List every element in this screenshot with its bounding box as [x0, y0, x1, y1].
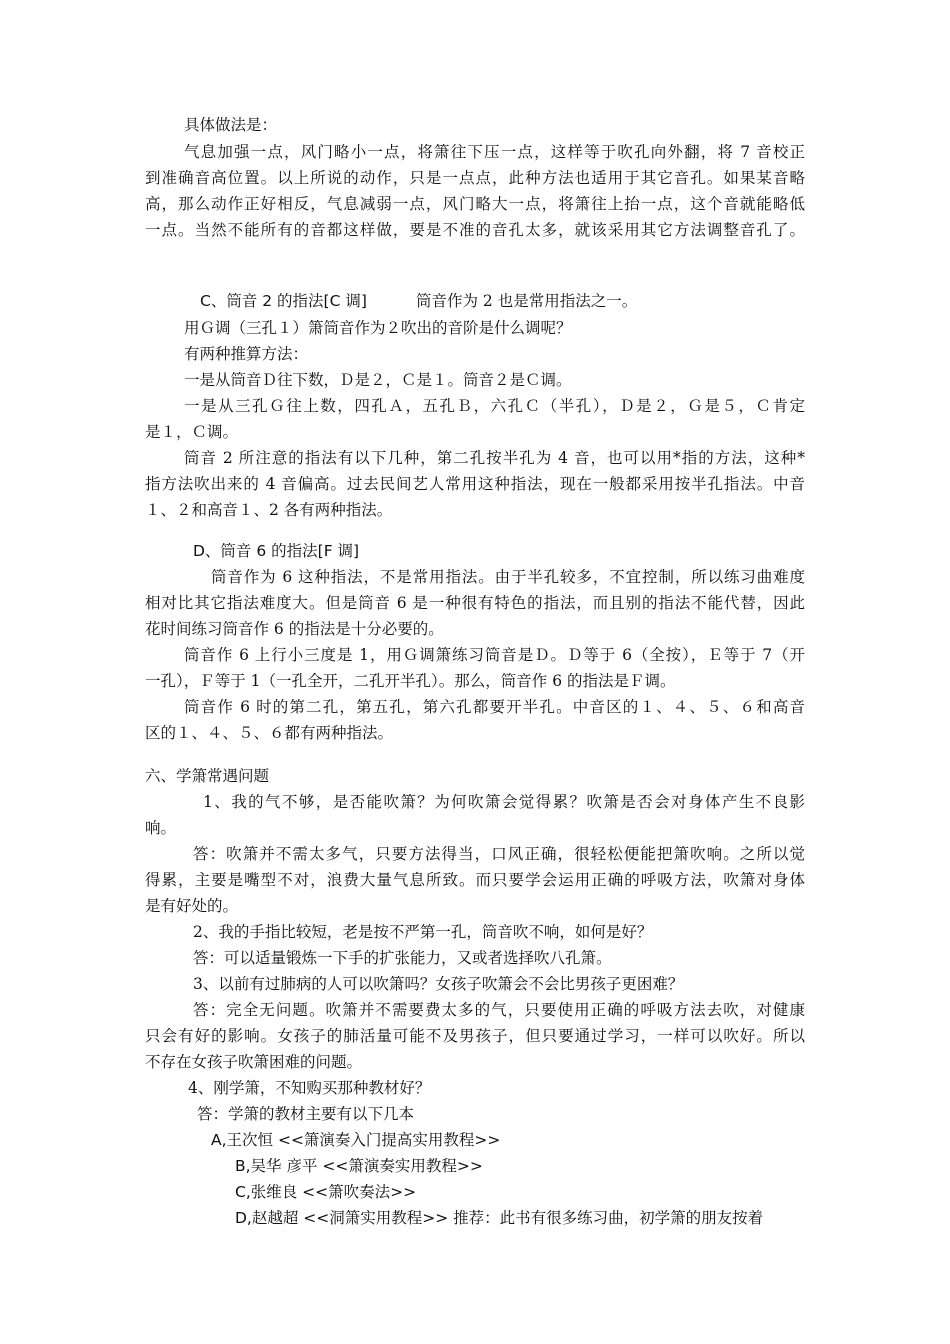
text-line: 不存在女孩子吹箫困难的问题。	[145, 1053, 363, 1071]
text-line: 筒音作为 6 这种指法，不是常用指法。由于半孔较多，不宜控制，所以练习曲难度	[211, 568, 805, 586]
text-line: 只会有好的影响。女孩子的肺活量可能不及男孩子，但只要通过学习，一样可以吹好。所以	[145, 1027, 805, 1045]
text-line: 得累，主要是嘴型不对，浪费大量气息所致。而只要学会运用正确的呼吸方法，吹箫对身体	[145, 871, 805, 889]
text-line: 一孔），Ｆ等于 1（一孔全开，二孔开半孔）。那么，筒音作 6 的指法是Ｆ调。	[145, 672, 676, 690]
section-heading-c: C、筒音 2 的指法[C 调]	[200, 292, 367, 310]
section-heading-six: 六、学箫常遇问题	[145, 767, 270, 785]
question-3: 3、以前有过肺病的人可以吹箫吗？女孩子吹箫会不会比男孩子更困难？	[193, 975, 684, 993]
text-line: 相对比其它指法难度大。但是筒音 6 是一种很有特色的指法，而且别的指法不能代替，因此	[145, 594, 805, 612]
answer-2: 答：可以适量锻炼一下手的扩张能力，又或者选择吹八孔箫。	[193, 949, 612, 967]
text-line: 筒音作为 2 也是常用指法之一。	[416, 292, 638, 310]
question-2: 2、我的手指比较短，老是按不严第一孔，筒音吹不响，如何是好？	[193, 923, 653, 941]
text-line: 是１，Ｃ调。	[145, 423, 239, 441]
answer-1: 答：吹箫并不需太多气，只要方法得当，口风正确，很轻松便能把箫吹响。之所以觉	[193, 845, 805, 863]
book-item-c: C,张维良 <<箫吹奏法>>	[235, 1183, 417, 1201]
book-item-a: A,王次恒 <<箫演奏入门提高实用教程>>	[211, 1131, 501, 1149]
answer-4: 答：学箫的教材主要有以下几本	[197, 1105, 415, 1123]
question-1: 1、我的气不够，是否能吹箫？为何吹箫会觉得累？吹箫是否会对身体产生不良影	[203, 793, 805, 811]
text-line: 花时间练习筒音作 6 的指法是十分必要的。	[145, 620, 444, 638]
text-line: 区的１、４、５、６都有两种指法。	[145, 724, 394, 742]
text-line: 是有好处的。	[145, 897, 239, 915]
question-4: 4、刚学箫，不知购买那种教材好？	[188, 1079, 431, 1097]
text-line: 筒音作 6 上行小三度是 1，用Ｇ调箫练习筒音是Ｄ。Ｄ等于 6（全按），Ｅ等于 7（开	[184, 646, 805, 664]
text-line: 一是从三孔Ｇ往上数，四孔Ａ，五孔Ｂ，六孔Ｃ（半孔），Ｄ是２，Ｇ是５，Ｃ肯定	[184, 397, 805, 415]
text-line: 筒音作 6 时的第二孔，第五孔，第六孔都要开半孔。中音区的１、４、５、６和高音	[184, 698, 805, 716]
text-line: 具体做法是：	[184, 116, 278, 134]
text-line: 响。	[145, 819, 177, 837]
text-line: 到准确音高位置。以上所说的动作，只是一点点，此种方法也适用于其它音孔。如果某音略	[145, 169, 805, 187]
section-heading-d: D、筒音 6 的指法[F 调]	[193, 542, 360, 560]
text-line: 筒音 2 所注意的指法有以下几种，第二孔按半孔为 4 音，也可以用*指的方法，这种*	[184, 449, 805, 467]
text-line: 有两种推算方法：	[184, 345, 309, 363]
text-line: 用Ｇ调（三孔１）箫筒音作为２吹出的音阶是什么调呢？	[184, 319, 572, 337]
text-line: 指方法吹出来的 4 音偏高。过去民间艺人常用这种指法，现在一般都采用按半孔指法。中音	[145, 475, 805, 493]
text-line: 高，那么动作正好相反，气息减弱一点，风门略大一点，将箫往上抬一点，这个音就能略低	[145, 195, 805, 213]
book-item-b: B,吴华 彦平 <<箫演奏实用教程>>	[235, 1157, 483, 1175]
text-line: １、２和高音１、2 各有两种指法。	[145, 501, 393, 519]
text-line: 一是从筒音Ｄ往下数，Ｄ是２，Ｃ是１。筒音２是Ｃ调。	[184, 371, 572, 389]
answer-3: 答：完全无问题。吹箫并不需要费太多的气，只要使用正确的呼吸方法去吹，对健康	[193, 1001, 805, 1019]
text-line: 气息加强一点，风门略小一点，将箫往下压一点，这样等于吹孔向外翻，将 7 音校正	[184, 143, 805, 161]
text-line: 一点。当然不能所有的音都这样做，要是不准的音孔太多，就该采用其它方法调整音孔了。	[145, 221, 805, 239]
book-item-d: D,赵越超 <<洞箫实用教程>> 推荐：此书有很多练习曲，初学箫的朋友按着	[235, 1209, 764, 1227]
